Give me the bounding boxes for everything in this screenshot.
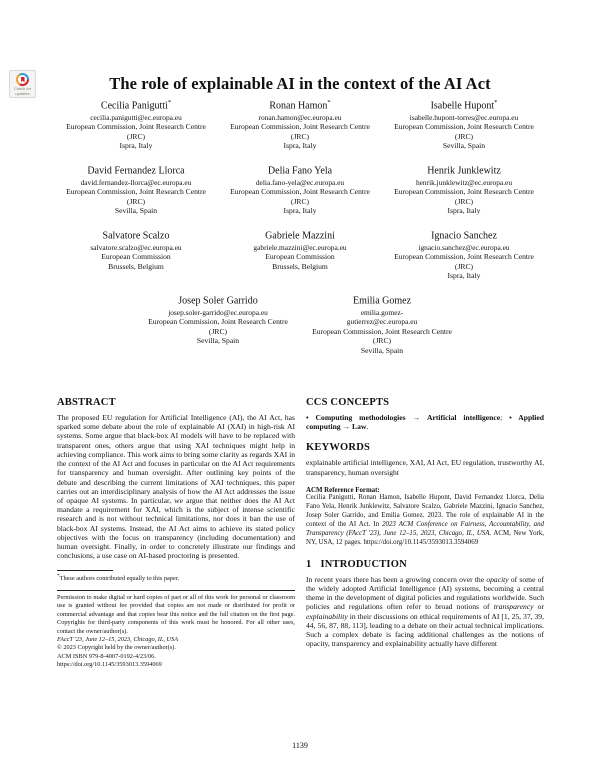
author-affiliation: European Commission, Joint Research Centre (JRC) (394, 122, 534, 141)
introduction-heading: 1 INTRODUCTION (306, 558, 407, 570)
author-name: David Fernandez Llorca (87, 165, 185, 177)
author-block (224, 164, 376, 216)
author-row (0, 99, 600, 151)
equal-contrib-marker: * (327, 99, 331, 106)
author-location: Sevilla, Spain (114, 206, 158, 216)
author-affiliation: European Commission (265, 252, 335, 262)
author-email[interactable]: isabelle.hupont-torres@ec.europa.eu (409, 112, 519, 122)
author-affiliation: European Commission, Joint Research Centre (JRC) (148, 317, 288, 336)
permission-rule (57, 590, 295, 591)
keywords-heading: KEYWORDS (306, 442, 371, 454)
author-row (0, 294, 600, 356)
author-block (224, 99, 376, 151)
author-name: Gabriele Mazzini (265, 230, 335, 242)
equal-contribution-footnote: *These authors contributed equally to this paper. (57, 572, 180, 582)
author-email[interactable]: josep.soler-garrido@ec.europa.eu (168, 307, 268, 317)
isbn-line: ACM ISBN 979-8-4007-0192-4/23/06. (57, 652, 156, 660)
author-block (306, 294, 458, 356)
left-column (57, 397, 295, 669)
right-column (306, 397, 544, 669)
ccs-concepts-text: • Computing methodologies → Artificial intelligence; • Applied computing → Law. (306, 413, 544, 432)
author-section (0, 99, 600, 355)
author-name: Ignacio Sanchez (431, 230, 497, 242)
author-name: Henrik Junklewitz (427, 165, 501, 177)
venue-line: FAccT '23, June 12–15, 2023, Chicago, IL, USA (57, 635, 179, 643)
author-block (60, 99, 212, 151)
author-affiliation: European Commission, Joint Research Centre (JRC) (394, 252, 534, 271)
author-affiliation: European Commission, Joint Research Centre (JRC) (66, 122, 206, 141)
author-email[interactable]: cecilia.panigutti@ec.europa.eu (90, 112, 182, 122)
author-email[interactable]: ronan.hamon@ec.europa.eu (258, 112, 342, 122)
abstract-text: The proposed EU regulation for Artificial Intelligence (AI), the AI Act, has sparked some debate about the role of explainable AI (XAI) in high-risk AI systems. Some argue that black-box AI models will have to be replaced with transparent ones, others argue that using XAI techniques might help in achieving compliance. This work aims to bring some clarity as regards XAI in the context of the AI Act and focuses in particular on the AI Act requirements for transparency and human oversight. After outlining key points of the debate and describing the current limitations of XAI techniques, this paper carries out an interdisciplinary analysis of how the AI Act addresses the issue of opaque AI systems. In particular, we argue that neither does the AI Act mandate a requirement for XAI, which is the subject of intense scientific research and is not without technical limitations, nor does it ban the use of black-box AI systems. Instead, the AI Act aims to achieve its stated policy objectives with the focus on transparency (including documentation) and human oversight. Finally, in order to concretely illustrate our findings and conclusions, a use case on AI-based proctoring is presented. (57, 413, 295, 561)
equal-contrib-marker: * (167, 99, 172, 106)
author-name: Isabelle Hupont* (430, 99, 498, 112)
copyright-line: © 2023 Copyright held by the owner/author(s). (57, 644, 176, 652)
author-email[interactable]: emilia.gomez-gutierrez@ec.europa.eu (346, 307, 418, 327)
author-email[interactable]: henrik.junklewitz@ec.europa.eu (415, 177, 513, 187)
author-affiliation: European Commission, Joint Research Centre (JRC) (230, 187, 370, 206)
author-affiliation: European Commission, Joint Research Centre (JRC) (230, 122, 370, 141)
author-location: Brussels, Belgium (272, 261, 328, 271)
author-block (388, 164, 540, 216)
body-columns (57, 397, 544, 669)
author-name: Delia Fano Yela (267, 165, 333, 177)
author-email[interactable]: delia.fano-yela@ec.europa.eu (255, 177, 345, 187)
author-location: Ispra, Italy (283, 206, 317, 216)
author-block (142, 294, 294, 356)
section-number: 1 (306, 558, 312, 570)
author-affiliation: European Commission, Joint Research Centre (JRC) (66, 187, 206, 206)
author-location: Sevilla, Spain (442, 141, 486, 151)
author-name: Ronan Hamon* (269, 99, 331, 112)
permission-text: Permission to make digital or hard copies of part or all of this work for personal or classroom use is granted without fee provided that copies are not made or distributed for profit or commercial advantage and that copies bear this notice and the full citation on the first page. Copyrights for third-party components of this work must be honored. For all other uses, contact the owner/author(s). (57, 594, 295, 635)
author-affiliation: European Commission, Joint Research Centre (JRC) (394, 187, 534, 206)
acm-reference-heading: ACM Reference Format: (306, 486, 380, 494)
author-block (224, 229, 376, 281)
introduction-text: In recent years there has been a growing concern over the opacity of some of the widely adopted Artificial Intelligence (AI) systems, becoming a central theme in the development of digital policies and regulations worldwide. Such policies and regulations often refer to broad notions of transparency or explainability in their discussions on ethical requirements of AI [1, 25, 37, 39, 44, 56, 87, 88, 113], leading to a debate on their actual technical implications. Such a complex debate is facing additional challenges as the notions of opacity, transparency and explainability actually have different (306, 574, 544, 649)
author-name: Josep Soler Garrido (178, 295, 258, 307)
equal-contrib-marker: * (494, 99, 498, 106)
author-row (0, 164, 600, 216)
author-row (0, 229, 600, 281)
author-email[interactable]: david.fernandez-llorca@ec.europa.eu (80, 177, 192, 187)
doi-link[interactable]: https://doi.org/10.1145/3593013.3594069 (57, 660, 162, 668)
author-block (388, 229, 540, 281)
author-location: Ispra, Italy (447, 271, 481, 281)
author-email[interactable]: ignacio.sanchez@ec.europa.eu (418, 242, 510, 252)
acm-reference-text: Cecilia Panigutti, Ronan Hamon, Isabelle Hupont, David Fernandez Llorca, Delia Fano Yela, Henrik Junklewitz, Salvatore Scalzo, Gabriele Mazzini, Ignacio Sanchez, Josep Soler Garrido, and Emilia Gomez. 2023. The role of explainable AI in the context of the AI Act. In 2023 ACM Conference on Fairness, Accountability, and Transparency (FAccT '23), June 12–15, 2023, Chicago, IL, USA. ACM, New York, NY, USA, 12 pages. https://doi.org/10.1145/3593013.3594069 (306, 493, 544, 546)
badge-label: Check for updates (13, 86, 32, 96)
author-name: Emilia Gomez (352, 295, 412, 307)
author-location: Sevilla, Spain (360, 345, 404, 355)
paper-title: The role of explainable AI in the context of the AI Act (109, 74, 491, 93)
author-block (60, 164, 212, 216)
abstract-heading: ABSTRACT (57, 397, 116, 408)
author-name: Salvatore Scalzo (102, 230, 170, 242)
author-location: Brussels, Belgium (108, 261, 164, 271)
author-block (60, 229, 212, 281)
author-email[interactable]: salvatore.scalzo@ec.europa.eu (90, 242, 182, 252)
author-email[interactable]: gabriele.mazzini@ec.europa.eu (253, 242, 347, 252)
author-block (388, 99, 540, 151)
author-location: Ispra, Italy (119, 141, 153, 151)
author-location: Sevilla, Spain (196, 336, 240, 346)
keywords-text: explainable artificial intelligence, XAI, AI Act, EU regulation, trustworthy AI, transparency, human oversight (306, 458, 544, 477)
author-affiliation: European Commission, Joint Research Centre (JRC) (312, 326, 452, 346)
author-location: Ispra, Italy (447, 206, 481, 216)
author-affiliation: European Commission (101, 252, 171, 262)
author-location: Ispra, Italy (283, 141, 317, 151)
author-name: Cecilia Panigutti* (100, 99, 172, 112)
footnote-rule (57, 570, 113, 571)
ccs-heading: CCS CONCEPTS (306, 397, 390, 408)
page-number: 1139 (292, 741, 308, 750)
